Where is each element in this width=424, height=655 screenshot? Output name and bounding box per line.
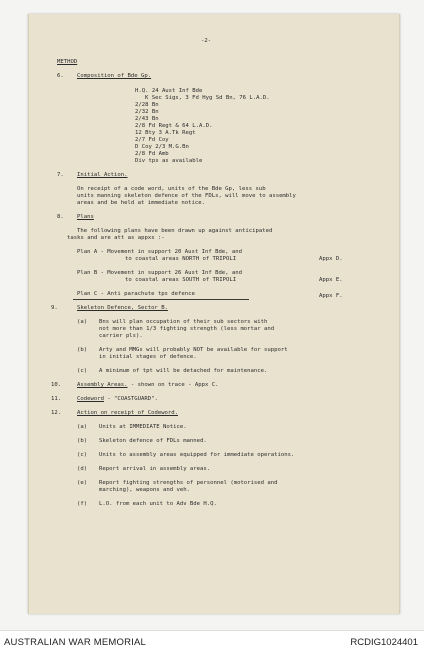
plan-a-line: Plan A - Movement in support 20 Aust Inf Bde, and <box>77 249 243 255</box>
paragraph-line: units manning skeleton defence of the FDLs, will move to assembly <box>77 193 296 199</box>
item-line: carrier pls). <box>99 333 143 339</box>
plan-c-appendix: Appx F. <box>319 293 343 299</box>
composition-line: 2/8 Fd Amb <box>135 151 169 157</box>
plan-a-appendix: Appx D. <box>319 256 343 262</box>
section-10-title: Assembly Areas. <box>77 382 128 388</box>
item-line: Report arrival in assembly areas. <box>99 466 211 472</box>
plan-b-line: to coastal areas SOUTH of TRIPOLI <box>125 277 237 283</box>
section-6-number: 6. <box>57 73 64 79</box>
footer-institution: AUSTRALIAN WAR MEMORIAL <box>4 637 147 648</box>
pencil-underline <box>73 299 249 300</box>
item-label: (a) <box>77 319 88 325</box>
composition-line: 2/8 Fd Regt & 64 L.A.D. <box>135 123 213 129</box>
item-line: Units at IMMEDIATE Notice. <box>99 424 187 430</box>
item-line: A minimum of tpt will be detached for maintenance. <box>99 368 268 374</box>
section-11-line <box>77 396 158 403</box>
item-label: (b) <box>77 438 88 444</box>
composition-line: 12 Bty 3 A.Tk Regt <box>135 130 196 136</box>
section-12-title: Action on receipt of Codeword. <box>77 410 179 416</box>
item-line: Units to assembly areas equipped for immediate operations. <box>99 452 295 458</box>
item-label: (b) <box>77 347 88 353</box>
composition-line: D Coy 2/3 M.G.Bn <box>135 144 189 150</box>
item-label: (f) <box>77 501 88 507</box>
plan-b-appendix: Appx E. <box>319 277 343 283</box>
plan-c-line: Plan C - Anti parachute tps defence <box>77 291 195 297</box>
footer-record-id: RCDIG1024401 <box>350 637 418 648</box>
item-label: (c) <box>77 452 88 458</box>
item-label: (d) <box>77 466 88 472</box>
item-label: (e) <box>77 480 88 486</box>
item-line: marching), weapons and veh. <box>99 487 190 493</box>
item-label: (a) <box>77 424 88 430</box>
section-9-title: Skeleton Defence, Sector B. <box>77 305 168 311</box>
paragraph-line: On receipt of a code word, units of the Bde Gp, less sub <box>77 186 266 192</box>
section-7-number: 7. <box>57 172 64 178</box>
section-10-text: - shown on trace - Appx C. <box>127 382 219 388</box>
section-8-number: 8. <box>57 214 64 220</box>
document-page <box>28 14 400 614</box>
paragraph-line: tasks and are att as appxs :- <box>67 235 165 241</box>
item-line: Report fighting strengths of personnel (motorised and <box>99 480 278 486</box>
composition-line: 2/32 Bn <box>135 109 159 115</box>
paragraph-line: areas and be held at immediate notice. <box>77 200 205 206</box>
composition-line: H.Q. 24 Aust Inf Bde <box>135 88 203 94</box>
item-line: in initial stages of defence. <box>99 354 197 360</box>
section-heading-method: METHOD <box>57 59 78 65</box>
section-9-number: 9. <box>51 305 58 311</box>
item-label: (c) <box>77 368 88 374</box>
document-body <box>29 14 399 614</box>
plan-b-line: Plan B - Movement in support 26 Aust Inf Bde, and <box>77 270 243 276</box>
composition-line: 2/28 Bn <box>135 102 159 108</box>
composition-line: 2/43 Bn <box>135 116 159 122</box>
section-11-number: 11. <box>51 396 62 402</box>
section-7-title: Initial Action. <box>77 172 128 178</box>
footer-bar <box>0 630 424 655</box>
paragraph-line: The following plans have been drawn up against anticipated <box>77 228 273 234</box>
item-line: Bns will plan occupation of their sub sectors with <box>99 319 268 325</box>
item-line: Skeleton defence of FDLs manned. <box>99 438 207 444</box>
section-11-text: - "COASTGUARD". <box>103 396 158 402</box>
plan-a-line: to coastal areas NORTH of TRIPOLI <box>125 256 237 262</box>
section-12-number: 12. <box>51 410 62 416</box>
section-11-title: Codeword <box>77 396 104 402</box>
section-10-line <box>77 382 218 389</box>
item-line: Arty and MMGs will probably NOT be available for support <box>99 347 288 353</box>
composition-line: Div tps as available <box>135 158 203 164</box>
page-number: -2- <box>201 38 212 44</box>
item-line: not more than 1/3 fighting strength (less mortar and <box>99 326 275 332</box>
composition-line: 2/7 Fd Coy <box>135 137 169 143</box>
section-6-title: Composition of Bde Gp. <box>77 73 152 79</box>
section-8-title: Plans <box>77 214 94 220</box>
item-line: L.O. from each unit to Adv Bde H.Q. <box>99 501 217 507</box>
composition-line: K Sec Sigs, 3 Fd Hyg Sd Bn, 76 L.A.D. <box>145 95 270 101</box>
section-10-number: 10. <box>51 382 62 388</box>
